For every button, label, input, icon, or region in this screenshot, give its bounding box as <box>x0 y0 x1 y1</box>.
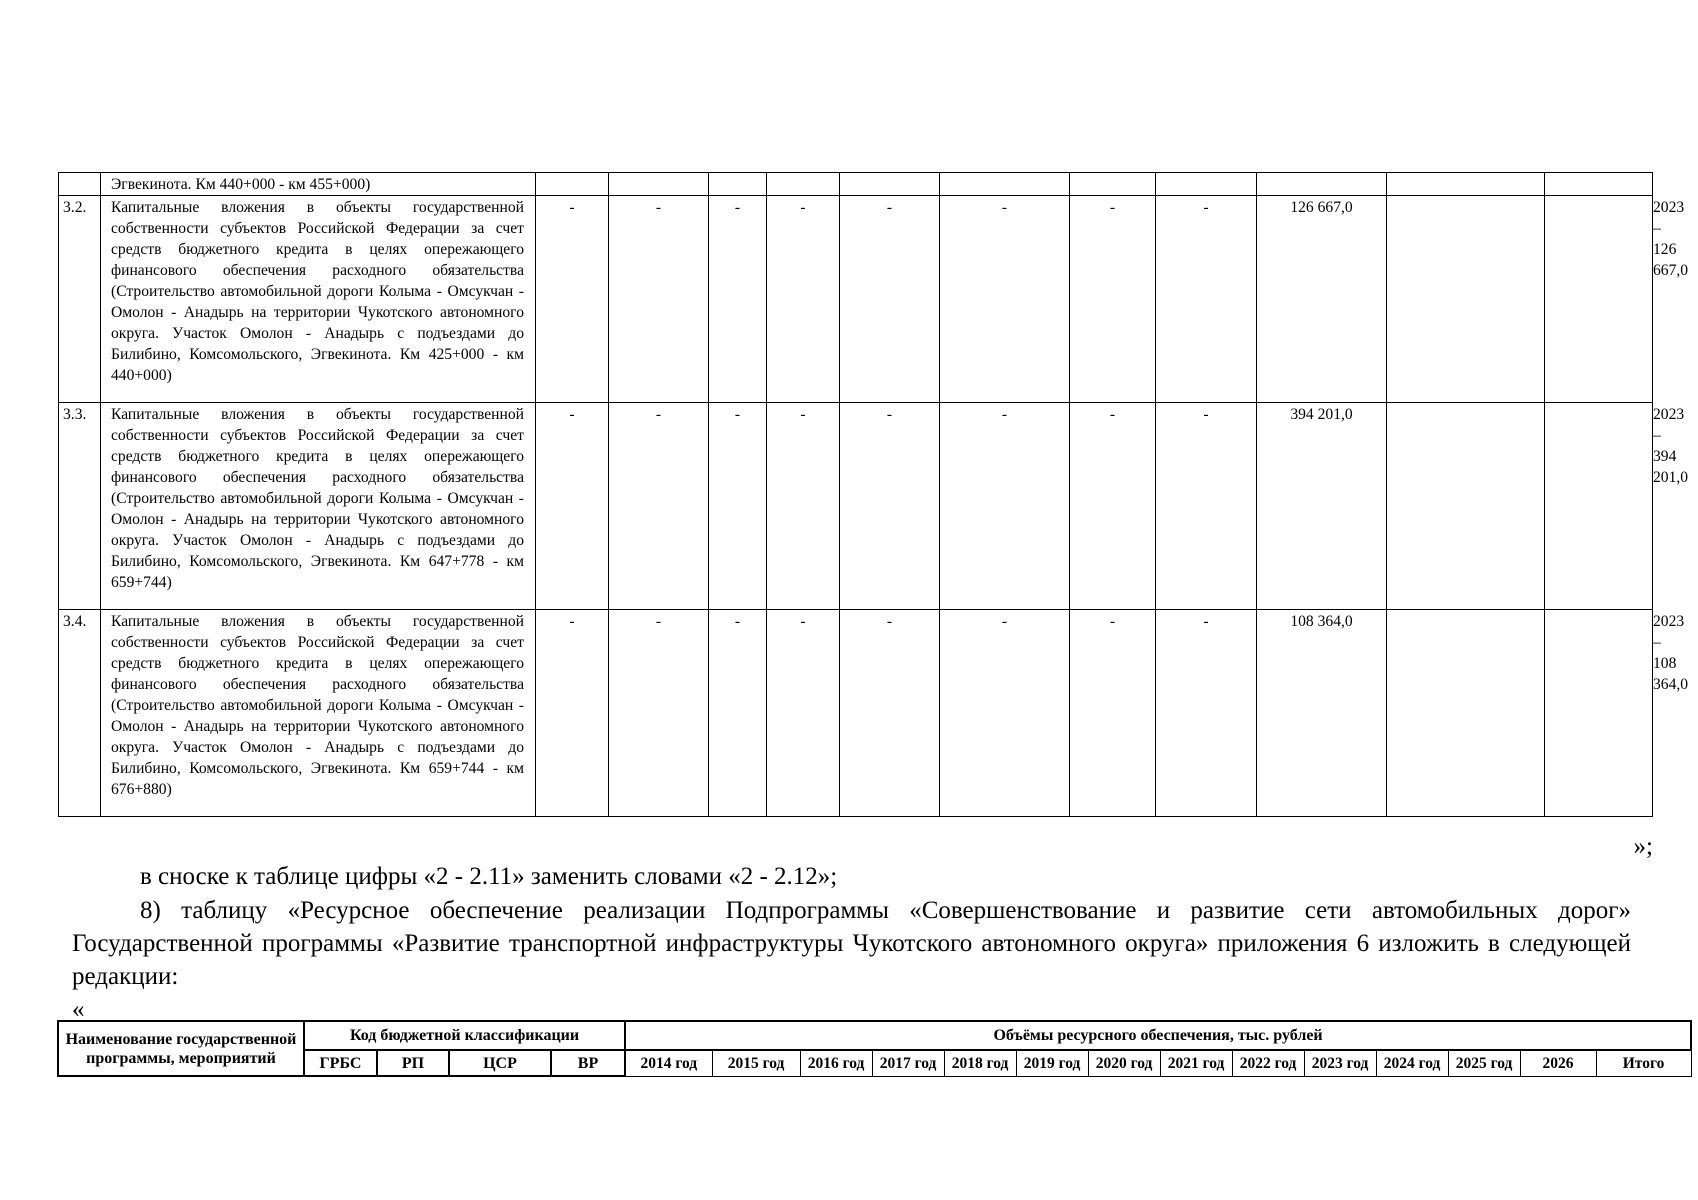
empty-value-dash: - <box>609 610 709 817</box>
header-year: 2015 год <box>712 1050 800 1076</box>
header-volumes-title: Объёмы ресурсного обеспечения, тыс. рублей <box>625 1021 1691 1050</box>
empty-value-dash: - <box>709 610 767 817</box>
table-row: 3.4. Капитальные вложения в объекты государственной собственности субъектов Российской Федерации за счет средств бюджетного кредита в целях опережающего финансового обеспечения расходного обязательства (Строительство автомобильной дороги Колыма - Омсукчан - Омолон - Анадырь на территории Чукотского автономного округа. Участок Омолон - Анадырь с подъездами до Билибино, Комсомольского, Эгвекинота. Км 659+744 - км 676+880) - - - - - - - - 108 364,0 2023 – 108 364,0 <box>59 610 1653 817</box>
empty-value-dash: - <box>609 403 709 610</box>
empty-value-dash: - <box>767 403 840 610</box>
table-row <box>59 173 1653 196</box>
header-year: 2017 год <box>872 1050 944 1076</box>
empty-value-dash: - <box>840 403 940 610</box>
amount-2023: 394 201,0 <box>1257 403 1387 610</box>
empty-value-dash: - <box>1070 610 1156 817</box>
header-year: 2023 год <box>1304 1050 1376 1076</box>
empty-value-dash: - <box>940 403 1070 610</box>
header-rp: РП <box>377 1050 449 1076</box>
header-year-total: Итого <box>1596 1050 1691 1076</box>
empty-cell <box>1545 196 1653 403</box>
header-year: 2014 год <box>625 1050 712 1076</box>
header-year: 2018 год <box>944 1050 1016 1076</box>
row-description: Капитальные вложения в объекты государственной собственности субъектов Российской Федерации за счет средств бюджетного кредита в целях опережающего финансового обеспечения расходного обязательства (Строительство автомобильной дороги Колыма - Омсукчан - Омолон - Анадырь на территории Чукотского автономного округа. Участок Омолон - Анадырь с подъездами до Билибино, Комсомольского, Эгвекинота. Км 425+000 - км 440+000) <box>101 196 536 403</box>
empty-value-dash: - <box>709 196 767 403</box>
empty-value-dash: - <box>709 403 767 610</box>
header-year: 2021 год <box>1160 1050 1232 1076</box>
header-year: 2024 год <box>1376 1050 1448 1076</box>
empty-value-dash: - <box>940 610 1070 817</box>
empty-cell <box>1387 610 1545 817</box>
row-description: Капитальные вложения в объекты государственной собственности субъектов Российской Федерации за счет средств бюджетного кредита в целях опережающего финансового обеспечения расходного обязательства (Строительство автомобильной дороги Колыма - Омсукчан - Омолон - Анадырь на территории Чукотского автономного округа. Участок Омолон - Анадырь с подъездами до Билибино, Комсомольского, Эгвекинота. Км 647+778 - км 659+744) <box>101 403 536 610</box>
table-row: 3.3. Капитальные вложения в объекты государственной собственности субъектов Российской Федерации за счет средств бюджетного кредита в целях опережающего финансового обеспечения расходного обязательства (Строительство автомобильной дороги Колыма - Омсукчан - Омолон - Анадырь на территории Чукотского автономного округа. Участок Омолон - Анадырь с подъездами до Билибино, Комсомольского, Эгвекинота. Км 647+778 - км 659+744) - - - - - - - - 394 201,0 2023 – 394 201,0 <box>59 403 1653 610</box>
header-year: 2019 год <box>1016 1050 1088 1076</box>
row-number: 3.2. <box>59 196 101 403</box>
header-year: 2025 год <box>1448 1050 1520 1076</box>
empty-value-dash: - <box>1070 196 1156 403</box>
empty-value-dash: - <box>840 610 940 817</box>
empty-value-dash: - <box>536 403 609 610</box>
opening-quote: « <box>72 996 85 1023</box>
header-program-name: Наименование государственной программы, мероприятий <box>58 1021 304 1076</box>
header-year: 2020 год <box>1088 1050 1160 1076</box>
empty-value-dash: - <box>1156 610 1257 817</box>
empty-value-dash: - <box>536 610 609 817</box>
empty-value-dash: - <box>940 196 1070 403</box>
closing-quote: »; <box>1633 833 1653 860</box>
row-description: Капитальные вложения в объекты государственной собственности субъектов Российской Федерации за счет средств бюджетного кредита в целях опережающего финансового обеспечения расходного обязательства (Строительство автомобильной дороги Колыма - Омсукчан - Омолон - Анадырь на территории Чукотского автономного округа. Участок Омолон - Анадырь с подъездами до Билибино, Комсомольского, Эгвекинота. Км 659+744 - км 676+880) <box>101 610 536 817</box>
header-grbs: ГРБС <box>304 1050 377 1076</box>
budget-table-continuation <box>58 172 1689 817</box>
header-csr: ЦСР <box>449 1050 551 1076</box>
empty-cell <box>1387 196 1545 403</box>
empty-value-dash: - <box>840 196 940 403</box>
header-year: 2026 <box>1520 1050 1596 1076</box>
empty-value-dash: - <box>1070 403 1156 610</box>
empty-cell <box>1387 403 1545 610</box>
amount-2023: 126 667,0 <box>1257 196 1387 403</box>
header-vr: ВР <box>551 1050 625 1076</box>
header-year: 2022 год <box>1232 1050 1304 1076</box>
table-row: 3.2. Капитальные вложения в объекты государственной собственности субъектов Российской Федерации за счет средств бюджетного кредита в целях опережающего финансового обеспечения расходного обязательства (Строительство автомобильной дороги Колыма - Омсукчан - Омолон - Анадырь на территории Чукотского автономного округа. Участок Омолон - Анадырь с подъездами до Билибино, Комсомольского, Эгвекинота. Км 425+000 - км 440+000) - - - - - - - - 126 667,0 2023 – 126 667,0 <box>59 196 1653 403</box>
empty-cell <box>1545 403 1653 610</box>
empty-value-dash: - <box>536 196 609 403</box>
empty-value-dash: - <box>1156 403 1257 610</box>
continuation-text: Эгвекинота. Км 440+000 - км 455+000) <box>101 173 536 196</box>
empty-value-dash: - <box>767 610 840 817</box>
amount-2023: 108 364,0 <box>1257 610 1387 817</box>
empty-cell <box>1545 610 1653 817</box>
row-number: 3.4. <box>59 610 101 817</box>
footnote-amendment-text: в сноске к таблице цифры «2 - 2.11» заменить словами «2 - 2.12»; <box>140 863 838 890</box>
row-number: 3.3. <box>59 403 101 610</box>
empty-value-dash: - <box>767 196 840 403</box>
header-kbk-title: Код бюджетной классификации <box>304 1021 625 1050</box>
resource-table-header <box>57 1020 1692 1077</box>
empty-value-dash: - <box>609 196 709 403</box>
header-year: 2016 год <box>800 1050 872 1076</box>
amendment-paragraph: 8) таблицу «Ресурсное обеспечение реализации Подпрограммы «Совершенствование и развитие сети автомобильных дорог» Государственной программы «Развитие транспортной инфраструктуры Чукотского автономного округа» приложения 6 изложить в следующей редакции: <box>72 897 1631 990</box>
empty-value-dash: - <box>1156 196 1257 403</box>
